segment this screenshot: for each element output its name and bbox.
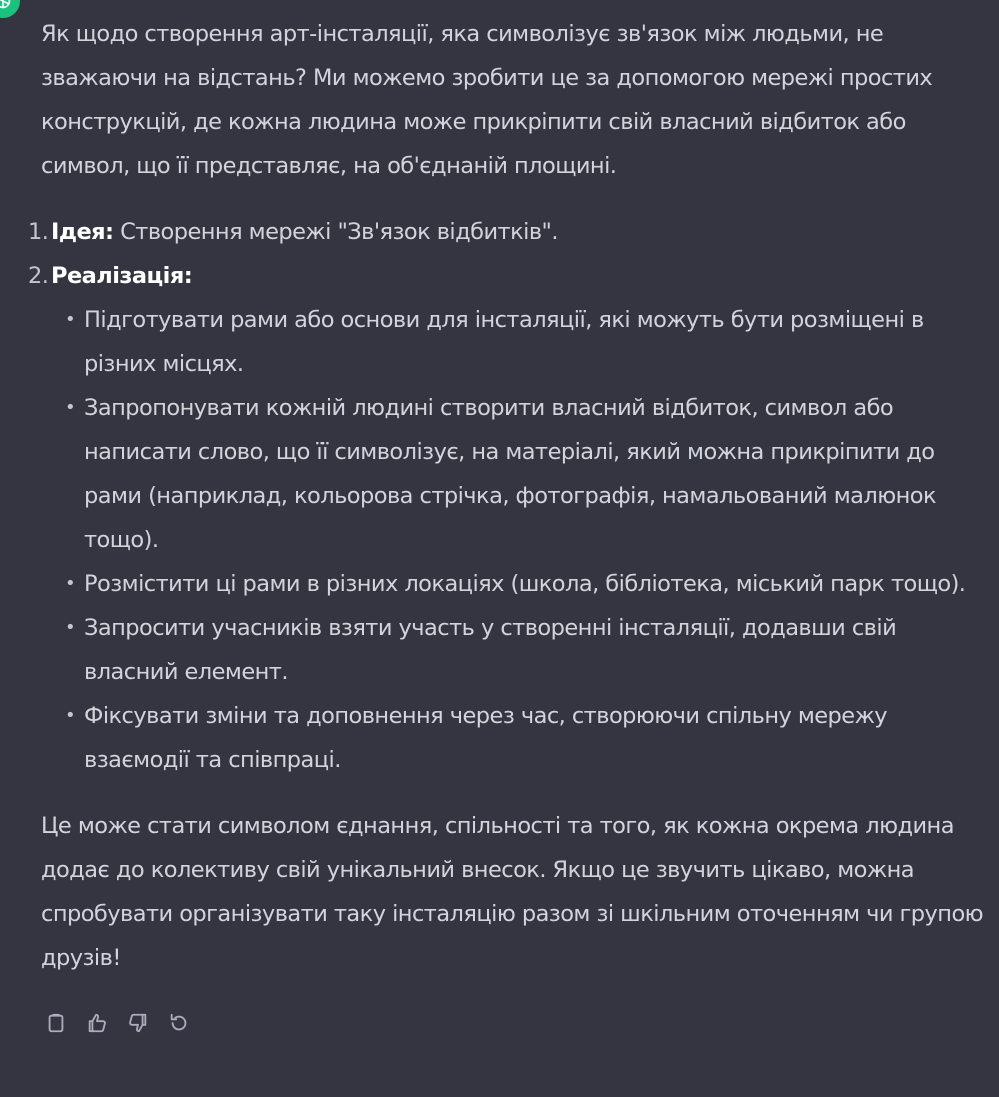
- bullet-icon: •: [65, 573, 76, 594]
- list-item: [28, 210, 991, 254]
- list-number: 1.: [28, 219, 49, 245]
- step-text: Створення мережі "Зв'язок відбитків".: [113, 219, 558, 245]
- step-title: Ідея:: [51, 219, 114, 245]
- bullet-text: Запропонувати кожній людині створити власний відбиток, символ або написати слово, що її символізує, на матеріалі, який можна прикріпити до рами (наприклад, кольорова стрічка, фотографія, намальований малюнок тощо).: [84, 395, 936, 553]
- list-number: 2.: [28, 263, 49, 289]
- bullet-text: Розмістити ці рами в різних локаціях (школа, бібліотека, міський парк тощо).: [84, 571, 966, 597]
- like-button[interactable]: [85, 1011, 109, 1035]
- bullet-text: Підготувати рами або основи для інсталяції, які можуть бути розміщені в різних місцях.: [84, 307, 924, 377]
- list-item: [28, 254, 991, 782]
- regenerate-icon: [168, 1012, 190, 1034]
- bullet-list: [51, 298, 991, 782]
- copy-button[interactable]: [44, 1011, 68, 1035]
- list-item: [65, 606, 991, 694]
- list-item: [65, 694, 991, 782]
- openai-logo-icon: [0, 0, 20, 18]
- list-item: [65, 298, 991, 386]
- thumbs-up-icon: [86, 1012, 108, 1034]
- dislike-button[interactable]: [126, 1011, 150, 1035]
- regenerate-button[interactable]: [167, 1011, 191, 1035]
- step-title: Реалізація:: [51, 263, 193, 289]
- thumbs-down-icon: [127, 1012, 149, 1034]
- bullet-text: Фіксувати зміни та доповнення через час, створюючи спільну мережу взаємодії та співпраці.: [84, 703, 888, 773]
- clipboard-icon: [45, 1012, 67, 1034]
- bullet-text: Запросити учасників взяти участь у створенні інсталяції, додавши свій власний елемент.: [84, 615, 897, 685]
- message-intro: Як щодо створення арт-інсталяції, яка символізує зв'язок між людьми, не зважаючи на відстань? Ми можемо зробити це за допомогою мережі простих конструкцій, де кожна людина може прикріпити свій власний відбиток або символ, що її представляє, на об'єднаній площині.: [41, 21, 933, 179]
- list-item: [65, 562, 991, 606]
- steps-list: [28, 210, 991, 782]
- list-item: [65, 386, 991, 562]
- message-outro: Це може стати символом єднання, спільності та того, як кожна окрема людина додає до колективу свій унікальний внесок. Якщо це звучить цікаво, можна спробувати організувати таку інсталяцію разом зі шкільним оточенням чи групою друзів!: [41, 813, 984, 971]
- assistant-message: [28, 12, 991, 980]
- bullet-icon: •: [65, 705, 76, 726]
- bullet-icon: •: [65, 309, 76, 330]
- message-actions: [44, 1009, 191, 1037]
- bullet-icon: •: [65, 617, 76, 638]
- bullet-icon: •: [65, 397, 76, 418]
